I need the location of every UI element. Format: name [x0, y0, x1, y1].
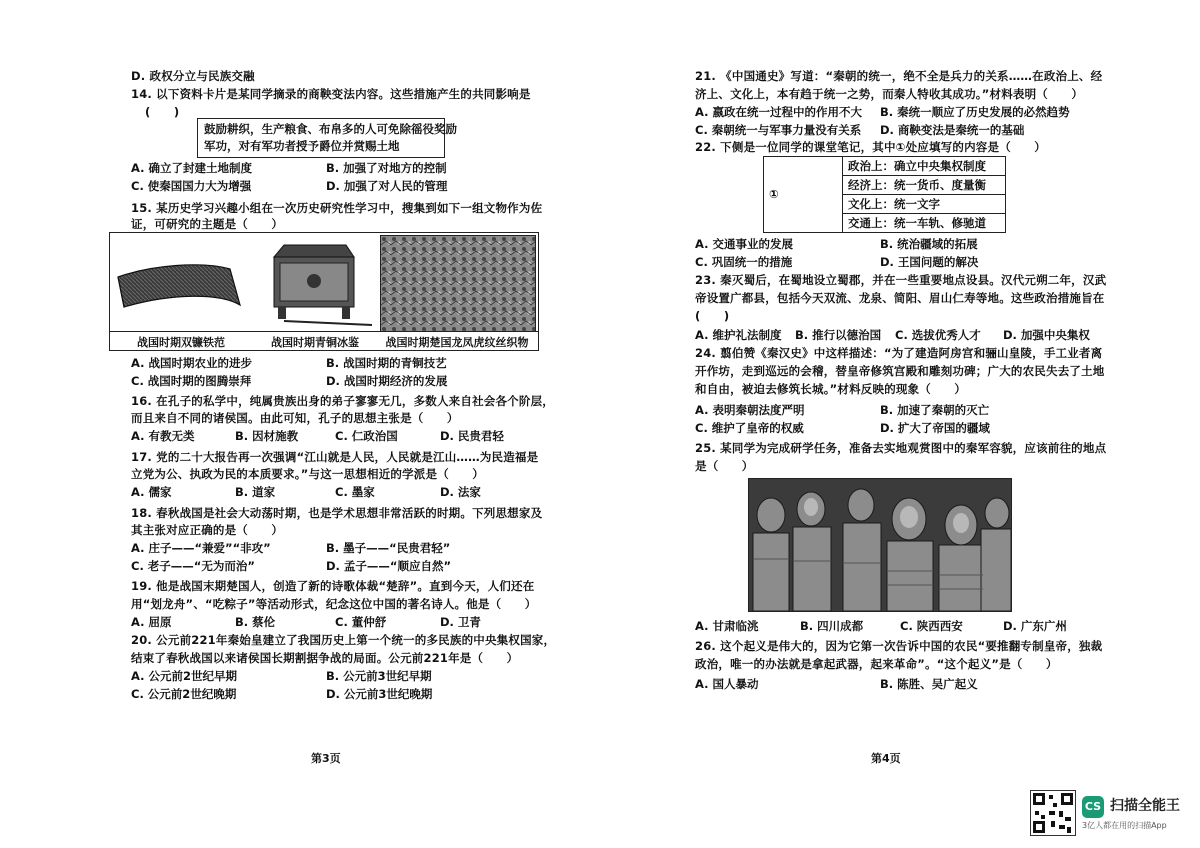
right-option-1: B. 秦统一顺应了历史发展的必然趋势 [880, 105, 1070, 119]
left-question-line-0: D. 政权分立与民族交融 [131, 69, 255, 83]
right-option-13: B. 加速了秦朝的灭亡 [880, 403, 990, 417]
right-question-line-10: 是（ ） [695, 459, 754, 473]
right-question-line-9: 25. 某同学为完成研学任务，准备去实地观赏图中的秦军容貌，应该前往的地点 [695, 441, 1107, 455]
left-option-17: B. 墨子——“民贵君轻” [326, 541, 451, 555]
left-option-21: B. 蔡伦 [235, 615, 276, 629]
right-option-12: A. 表明秦朝法度严明 [695, 403, 805, 417]
right-option-8: A. 维护礼法制度 [695, 328, 782, 342]
iron-mold-image [112, 235, 250, 330]
right-option-11: D. 加强中央集权 [1003, 328, 1090, 342]
right-question-line-12: 政治，唯一的办法就是拿起武器，起来革命”。“这个起义”是（ ） [695, 657, 1058, 671]
caption-silk-fabric: 战国时期楚国龙凤虎纹丝织物 [385, 336, 529, 349]
right-option-10: C. 选拔优秀人才 [895, 328, 981, 342]
right-option-4: A. 交通事业的发展 [695, 237, 793, 251]
left-option-26: C. 公元前2世纪晚期 [131, 687, 237, 701]
right-option-3: D. 商鞅变法是秦统一的基础 [880, 123, 1025, 137]
notes-row-4-text: 交通上：统一车轨、修驰道 [848, 216, 986, 230]
right-option-2: C. 秦朝统一与军事力量没有关系 [695, 123, 862, 137]
right-option-0: A. 嬴政在统一过程中的作用不大 [695, 105, 862, 119]
terracotta-warriors-image [748, 478, 1012, 612]
left-question-line-1: 14. 以下资料卡片是某同学摘录的商鞅变法内容。这些措施产生的共同影响是 [131, 87, 531, 101]
notes-row-3-text: 文化上：统一文字 [848, 197, 940, 211]
silk-fabric-image [380, 235, 536, 332]
left-option-13: B. 道家 [235, 485, 276, 499]
material-card [197, 118, 457, 158]
right-question-line-0: 21. 《中国通史》写道：“秦朝的统一，绝不全是兵力的关系……在政治上、经 [695, 69, 1103, 83]
right-question-line-2: 22. 下侧是一位同学的课堂笔记，其中①处应填写的内容是（ ） [695, 140, 1047, 154]
left-option-12: A. 儒家 [131, 485, 172, 499]
scanner-brand: 扫描全能王 [1110, 798, 1180, 814]
left-option-20: A. 屈原 [131, 615, 172, 629]
left-option-0: A. 确立了封建土地制度 [131, 161, 252, 175]
left-question-line-4: 证，可研究的主题是（ ） [131, 217, 284, 231]
scanner-slogan: 3亿人都在用的扫描App [1082, 821, 1167, 830]
left-option-3: D. 加强了对人民的管理 [326, 179, 448, 193]
left-question-line-14: 结束了春秋战国以来诸侯国长期割据争战的局面。公元前221年是（ ） [131, 651, 519, 665]
left-question-line-5: 16. 在孔子的私学中，纯属贵族出身的弟子寥寥无几，多数人来自社会各个阶层， [131, 394, 554, 408]
caption-divider [110, 331, 538, 332]
left-question-line-11: 19. 他是战国末期楚国人，创造了新的诗歌体裁“楚辞”。直到今天，人们还在 [131, 579, 535, 593]
notes-marker: ① [769, 187, 779, 201]
left-option-18: C. 老子——“无为而治” [131, 559, 255, 573]
page-number-4: 第4页 [871, 752, 901, 765]
left-question-line-6: 而且来自不同的诸侯国。由此可知，孔子的思想主张是（ ） [131, 411, 459, 425]
right-option-19: D. 广东广州 [1003, 619, 1067, 633]
right-option-9: B. 推行以德治国 [795, 328, 882, 342]
left-question-line-7: 17. 党的二十大报告再一次强调“江山就是人民，人民就是江山……为民造福是 [131, 450, 539, 464]
left-question-line-3: 15. 某历史学习兴趣小组在一次历史研究性学习中，搜集到如下一组文物作为佐 [131, 201, 543, 215]
right-page [600, 0, 1200, 848]
left-option-25: B. 公元前3世纪早期 [326, 669, 432, 683]
camscanner-logo-icon: CS [1082, 796, 1104, 818]
caption-iron-mold: 战国时期双镰铁范 [137, 336, 225, 349]
left-question-line-8: 立党为公、执政为民的本质要求。”与这一思想相近的学派是（ ） [131, 467, 485, 481]
left-question-line-10: 其主张对应正确的是（ ） [131, 523, 284, 537]
left-option-10: C. 仁政治国 [335, 429, 398, 443]
right-question-line-4: 帝设置广都县，包括今天双流、龙泉、简阳、眉山仁寿等地。这些政治措施旨在 [695, 291, 1105, 305]
caption-bronze-vessel: 战国时期青铜冰鉴 [271, 336, 359, 349]
scanner-watermark [1030, 790, 1200, 838]
notes-row-1-text: 政治上：确立中央集权制度 [848, 159, 986, 173]
right-question-line-8: 和自由，被迫去修筑长城。”材料反映的现象（ ） [695, 382, 967, 396]
left-question-line-13: 20. 公元前221年秦始皇建立了我国历史上第一个统一的多民族的中央集权国家， [131, 633, 556, 647]
left-option-23: D. 卫青 [440, 615, 481, 629]
left-option-16: A. 庄子——“兼爱”“非攻” [131, 541, 271, 555]
right-option-14: C. 维护了皇帝的权威 [695, 421, 804, 435]
left-option-2: C. 使秦国国力大为增强 [131, 179, 252, 193]
left-option-4: A. 战国时期农业的进步 [131, 356, 252, 370]
notes-row-2-text: 经济上：统一货币、度量衡 [848, 178, 986, 192]
right-option-20: A. 国人暴动 [695, 677, 759, 691]
material-card-line-1: 鼓励耕织，生产粮食、布帛多的人可免除徭役奖励 [204, 122, 457, 136]
right-question-line-7: 开作坊，走到巡远的会稽，替皇帝修筑宫殿和雕刻功碑；广大的农民失去了土地 [695, 364, 1105, 378]
right-question-line-11: 26. 这个起义是伟大的，因为它第一次告诉中国的农民“要推翻专制皇帝，独裁 [695, 639, 1103, 653]
left-option-5: B. 战国时期的青铜技艺 [326, 356, 447, 370]
page-number-3: 第3页 [311, 752, 341, 765]
right-option-18: C. 陕西西安 [900, 619, 963, 633]
left-option-15: D. 法家 [440, 485, 481, 499]
material-card-line-2: 军功，对有军功者授予爵位并赏赐土地 [204, 139, 400, 153]
right-option-16: A. 甘肃临洮 [695, 619, 759, 633]
right-option-5: B. 统治疆域的拓展 [880, 237, 978, 251]
left-option-24: A. 公元前2世纪早期 [131, 669, 237, 683]
left-question-line-2: ( ) [145, 105, 180, 119]
bronze-ice-vessel-image [254, 235, 376, 330]
right-option-6: C. 巩固统一的措施 [695, 255, 793, 269]
left-option-11: D. 民贵君轻 [440, 429, 504, 443]
qr-code-icon [1030, 790, 1076, 836]
right-question-line-3: 23. 秦灭蜀后，在蜀地设立蜀郡，并在一些重要地点设县。汉代元朔二年，汉武 [695, 273, 1107, 287]
class-notes-table [763, 156, 1006, 233]
left-option-22: C. 董仲舒 [335, 615, 387, 629]
right-question-line-1: 济上、文化上，本有趋于统一之势，而秦人特收其成功。”材料表明（ ） [695, 87, 1084, 101]
left-question-line-12: 用“划龙舟”、“吃粽子”等活动形式，纪念这位中国的著名诗人。他是（ ） [131, 597, 537, 611]
left-option-14: C. 墨家 [335, 485, 375, 499]
left-option-8: A. 有教无类 [131, 429, 195, 443]
left-option-9: B. 因材施教 [235, 429, 299, 443]
right-option-15: D. 扩大了帝国的疆域 [880, 421, 990, 435]
right-option-21: B. 陈胜、吴广起义 [880, 677, 978, 691]
left-option-1: B. 加强了对地方的控制 [326, 161, 447, 175]
left-question-line-9: 18. 春秋战国是社会大动荡时期，也是学术思想非常活跃的时期。下列思想家及 [131, 506, 543, 520]
left-option-6: C. 战国时期的图腾崇拜 [131, 374, 252, 388]
right-question-line-6: 24. 翦伯赞《秦汉史》中这样描述：“为了建造阿房宫和骊山皇陵，手工业者离 [695, 346, 1103, 360]
left-option-19: D. 孟子——“顺应自然” [326, 559, 452, 573]
artifact-panel [109, 232, 539, 351]
left-option-27: D. 公元前3世纪晚期 [326, 687, 433, 701]
right-option-17: B. 四川成都 [800, 619, 864, 633]
right-question-line-5: ( ) [695, 309, 730, 323]
left-option-7: D. 战国时期经济的发展 [326, 374, 448, 388]
right-option-7: D. 王国问题的解决 [880, 255, 979, 269]
